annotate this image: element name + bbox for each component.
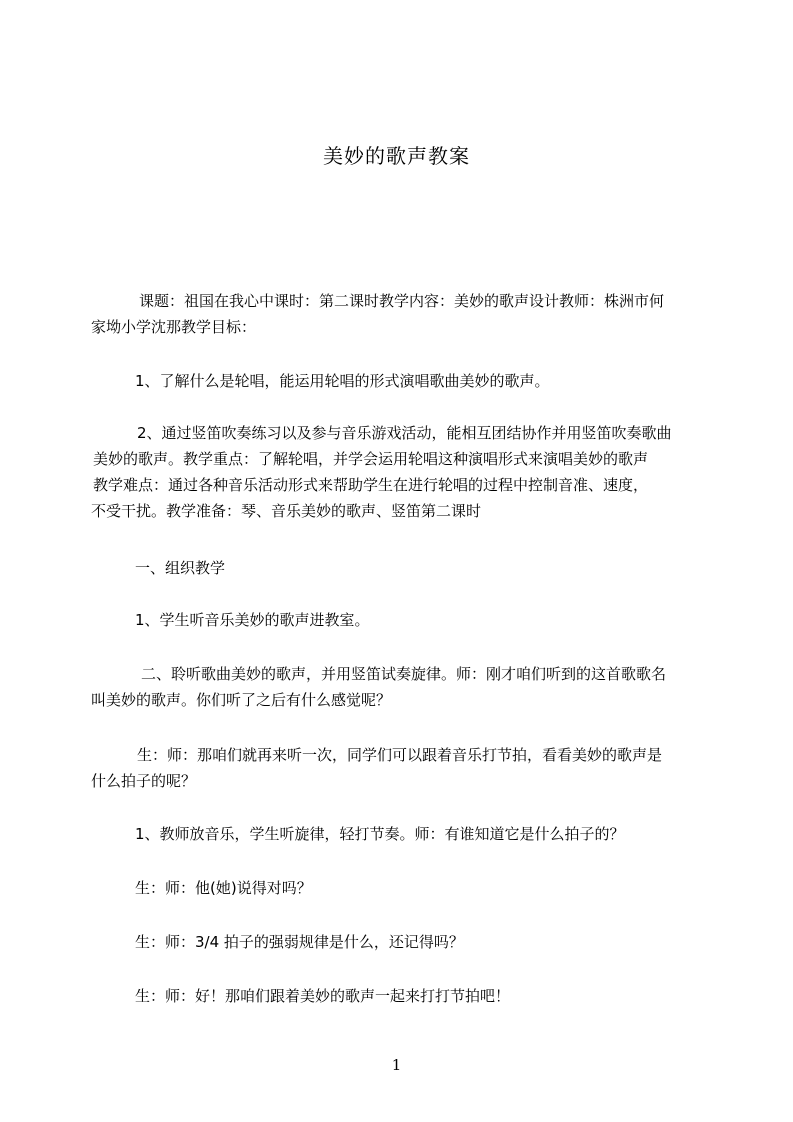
paragraph-line: 生：师：好！那咱们跟着美妙的歌声一起来打打节拍吧！ <box>135 987 511 1005</box>
paragraph-dialogue-4 <box>107 983 707 1009</box>
paragraph-line: 生：师：那咱们就再来听一次，同学们可以跟着音乐打节拍，看看美妙的歌声是 <box>137 746 663 764</box>
paragraph-line: 生：师：他(她)说得对吗？ <box>135 879 312 897</box>
paragraph-line: 家坳小学沈那教学目标： <box>91 318 257 336</box>
paragraph-teacher-plays <box>107 821 707 847</box>
paragraph-line: 不受干扰。教学准备：琴、音乐美妙的歌声、竖笛第二课时 <box>91 502 482 520</box>
paragraph-dialogue-1 <box>91 742 707 794</box>
paragraph-line: 一、组织教学 <box>135 559 226 577</box>
paragraph-line: 生：师：3/4 拍子的强弱规律是什么，还记得吗？ <box>135 933 464 951</box>
paragraph-enter-classroom <box>107 607 707 633</box>
section-heading-listen <box>91 661 707 713</box>
paragraph-goal-2 <box>91 420 707 524</box>
page-number: 1 <box>391 1056 402 1074</box>
paragraph-line: 什么拍子的呢？ <box>91 772 197 790</box>
section-heading-organize <box>107 555 707 581</box>
paragraph-line: 1、学生听音乐美妙的歌声进教室。 <box>135 611 370 629</box>
paragraph-line: 1、教师放音乐，学生听旋律，轻打节奏。师：有谁知道它是什么拍子的？ <box>135 825 625 843</box>
paragraph-line: 2、通过竖笛吹奏练习以及参与音乐游戏活动，能相互团结协作并用竖笛吹奏歌曲 <box>137 424 672 442</box>
paragraph-line: 叫美妙的歌声。你们听了之后有什么感觉呢？ <box>91 691 392 709</box>
paragraph-line: 1、了解什么是轮唱，能运用轮唱的形式演唱歌曲美妙的歌声。 <box>135 372 550 390</box>
paragraph-line: 课题：祖国在我心中课时：第二课时教学内容：美妙的歌声设计教师：株洲市何 <box>139 292 665 310</box>
paragraph-line: 教学难点：通过各种音乐活动形式来帮助学生在进行轮唱的过程中控制音准、速度， <box>93 476 649 494</box>
paragraph-lesson-info <box>91 288 707 340</box>
paragraph-dialogue-3 <box>107 929 707 955</box>
paragraph-goal-1 <box>107 368 707 394</box>
paragraph-line: 美妙的歌声。教学重点：了解轮唱，并学会运用轮唱这种演唱形式来演唱美妙的歌声 <box>93 450 649 468</box>
document-title: 美妙的歌声教案 <box>323 144 470 168</box>
paragraph-line: 二、聆听歌曲美妙的歌声，并用竖笛试奏旋律。师：刚才咱们听到的这首歌歌名 <box>141 665 667 683</box>
paragraph-dialogue-2 <box>107 875 707 901</box>
